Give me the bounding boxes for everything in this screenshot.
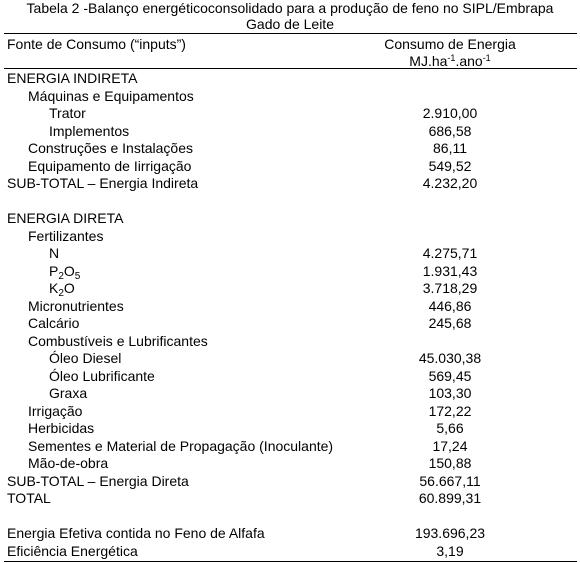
row-label: Trator (49, 105, 86, 121)
table-row (0, 245, 580, 263)
row-label: Herbicidas (28, 420, 95, 436)
column-header-consumption (340, 36, 560, 70)
row-value: 569,45 (428, 367, 472, 384)
table-row (0, 543, 580, 561)
table-row (0, 123, 580, 141)
table-row (0, 175, 580, 193)
row-label: Máquinas e Equipamentos (28, 87, 194, 104)
row-value: 686,58 (428, 122, 472, 139)
row-label: Óleo Lubrificante (49, 367, 155, 384)
table-row (0, 385, 580, 403)
row-value: 172,22 (428, 402, 472, 419)
row-value: 60.899,31 (418, 490, 482, 506)
row-label: Sementes e Material de Propagação (Inoculante) (28, 437, 334, 454)
row-label: Óleo Diesel (49, 350, 122, 366)
row-value: 446,86 (428, 297, 472, 314)
column-header-source: Fonte de Consumo (“inputs”) (7, 36, 186, 52)
table-row (0, 490, 580, 508)
row-label: Fertilizantes (28, 227, 104, 244)
row-label: SUB-TOTAL – Energia Direta (7, 472, 189, 489)
row-label: Micronutrientes (28, 297, 124, 314)
row-value: 193.696,23 (414, 525, 486, 541)
row-value: 4.232,20 (422, 175, 478, 191)
header-rule (4, 68, 577, 69)
table-row (0, 210, 580, 228)
row-label: Graxa (49, 385, 88, 401)
row-value: 549,52 (428, 157, 472, 174)
table-row (0, 105, 580, 123)
table-row (0, 525, 580, 543)
row-value: 5,66 (436, 420, 464, 436)
table-row (0, 298, 580, 316)
table-row (0, 403, 580, 421)
table-row (0, 420, 580, 438)
table-row (0, 140, 580, 158)
bottom-rule (4, 561, 577, 562)
table-row (0, 350, 580, 368)
row-value: 86,11 (433, 140, 467, 156)
table-row (0, 333, 580, 351)
row-label: $P_2O_5$ (49, 262, 81, 282)
row-label: Eficiência Energética (7, 542, 138, 559)
column-header-title: Consumo de Energia (384, 36, 516, 52)
table-row (0, 368, 580, 386)
row-label: Combustíveis e Lubrificantes (28, 332, 208, 349)
row-label: SUB-TOTAL – Energia Indireta (7, 175, 199, 191)
row-label: $K_2O$ (49, 280, 75, 299)
row-value: 103,30 (428, 385, 472, 401)
row-label: TOTAL (7, 490, 51, 506)
caption-line-2: Gado de Leite (246, 16, 334, 32)
row-value: 150,88 (428, 455, 472, 471)
top-rule (4, 33, 577, 34)
table-row (0, 70, 580, 88)
table-row (0, 280, 580, 298)
table-row (0, 438, 580, 456)
table-row (0, 88, 580, 106)
row-label: Construções e Instalações (28, 140, 193, 156)
table-body (0, 70, 580, 560)
row-value: 45.030,38 (418, 350, 482, 366)
row-label: Irrigação (28, 402, 83, 419)
table-row (0, 158, 580, 176)
row-value: 2.910,00 (422, 105, 478, 121)
row-value: 4.275,71 (422, 245, 478, 261)
row-value: 17,24 (432, 437, 468, 454)
table-caption (0, 0, 580, 32)
table-row (0, 315, 580, 333)
table-row (0, 473, 580, 491)
table-row (0, 228, 580, 246)
row-value: 3,19 (436, 542, 464, 559)
table-row (0, 263, 580, 281)
row-label: Calcário (28, 315, 80, 331)
row-label: Implementos (49, 122, 130, 139)
row-value: 1.931,43 (422, 262, 478, 279)
row-label: Mão-de-obra (28, 455, 109, 471)
caption-line-1: Tabela 2 -Balanço energéticoconsolidado para a produção de feno no SIPL/Embrapa (26, 0, 554, 16)
table-row (0, 455, 580, 473)
row-label: Equipamento de Iirrigação (28, 157, 192, 174)
row-value: 3.718,29 (422, 280, 478, 296)
row-label: ENERGIA INDIRETA (7, 70, 138, 86)
row-label: ENERGIA DIRETA (7, 210, 124, 226)
row-value: 245,68 (428, 315, 472, 331)
row-label: N (49, 245, 60, 261)
row-value: 56.667,11 (419, 472, 481, 489)
column-header-unit: $MJ.ha^{-1}.ano^{-1}$ (409, 53, 491, 69)
spacer-row (0, 508, 580, 526)
spacer-row (0, 193, 580, 211)
row-label: Energia Efetiva contida no Feno de Alfafa (7, 525, 265, 541)
